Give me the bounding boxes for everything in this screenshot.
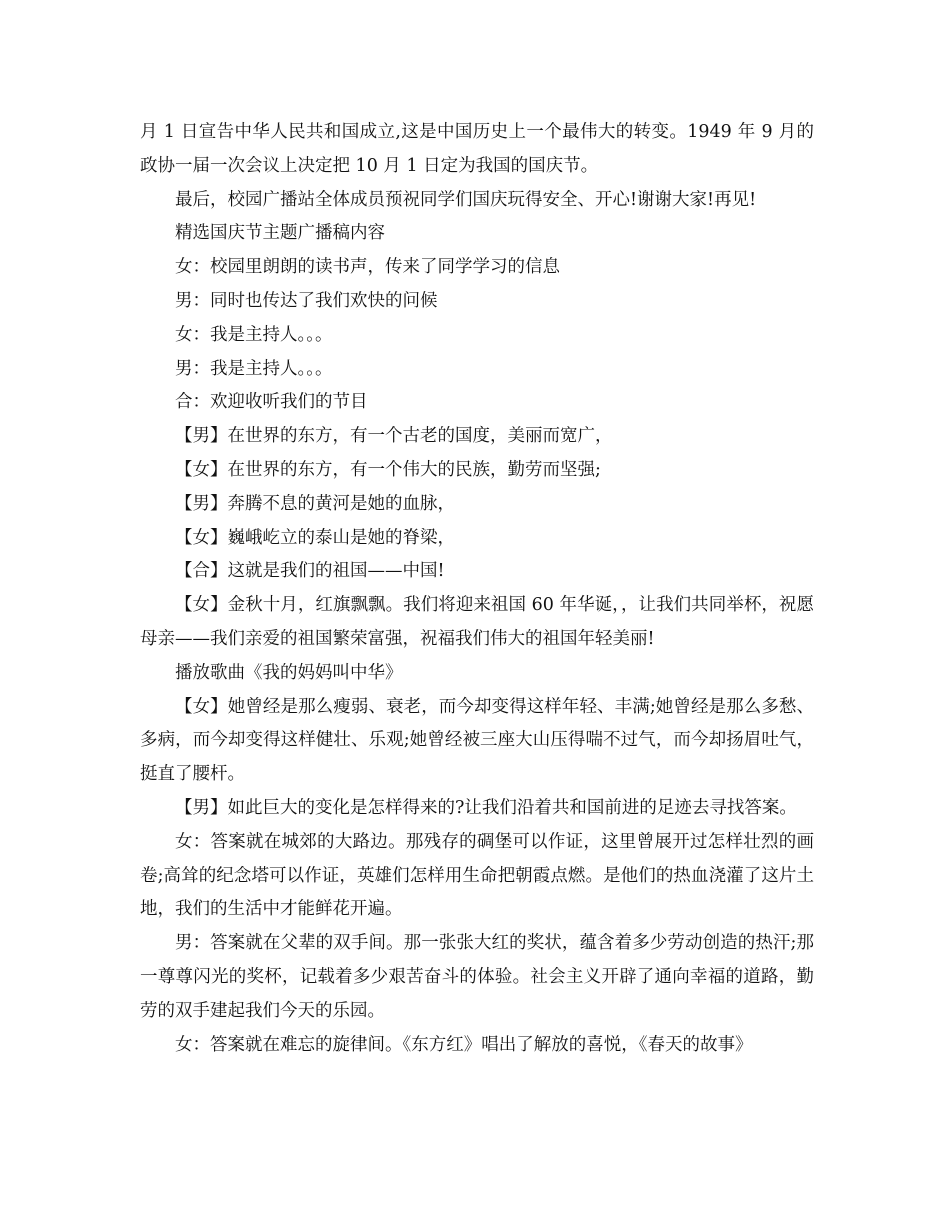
paragraph-19: 男：答案就在父辈的双手间。那一张张大红的奖状，蕴含着多少劳动创造的热汗;那一尊尊闪光的奖杯，记载着多少艰苦奋斗的体验。社会主义开辟了通向幸福的道路，勤劳的双手建起我们今天的乐园。	[140, 933, 814, 1021]
paragraph-16: 【女】她曾经是那么瘦弱、衰老，而今却变得这样年轻、丰满;她曾经是那么多愁、多病，而今却变得这样健壮、乐观;她曾经被三座大山压得喘不过气，而今却扬眉吐气，挺直了腰杆。	[140, 696, 814, 785]
paragraph-6: 女：我是主持人。。。	[175, 324, 333, 345]
paragraph-18: 女：答案就在城郊的大路边。那残存的碉堡可以作证，这里曾展开过怎样壮烈的画卷;高耸的纪念塔可以作证，英雄们怎样用生命把朝霞点燃。是他们的热血浇灌了这片土地，我们的生活中才能鲜花开遍。	[140, 831, 814, 920]
paragraph-17: 【男】如此巨大的变化是怎样得来的?让我们沿着共和国前进的足迹去寻找答案。	[175, 797, 797, 818]
paragraph-14: 【女】金秋十月，红旗飘飘。我们将迎来祖国 60 年华诞，，让我们共同举杯，祝愿母亲——我们亲爱的祖国繁荣富强，祝福我们伟大的祖国年轻美丽!	[140, 595, 814, 649]
paragraph-12: 【女】巍峨屹立的泰山是她的脊梁，	[175, 527, 455, 548]
paragraph-5: 男：同时也传达了我们欢快的问候	[175, 290, 438, 311]
paragraph-11: 【男】奔腾不息的黄河是她的血脉，	[175, 493, 455, 514]
paragraph-8: 合：欢迎收听我们的节目	[175, 392, 368, 413]
paragraph-4: 女：校园里朗朗的读书声，传来了同学学习的信息	[175, 257, 560, 278]
document-body	[140, 116, 814, 1062]
paragraph-9: 【男】在世界的东方，有一个古老的国度，美丽而宽广，	[175, 426, 613, 447]
paragraph-3: 精选国庆节主题广播稿内容	[175, 223, 385, 244]
paragraph-13: 【合】这就是我们的祖国——中国!	[175, 561, 445, 582]
paragraph-15: 播放歌曲《我的妈妈叫中华》	[175, 662, 403, 683]
paragraph-7: 男：我是主持人。。。	[175, 358, 333, 379]
paragraph-2: 最后，校园广播站全体成员预祝同学们国庆玩得安全、开心!谢谢大家!再见!	[175, 189, 757, 210]
paragraph-10: 【女】在世界的东方，有一个伟大的民族，勤劳而坚强;	[175, 459, 601, 480]
paragraph-1: 月 1 日宣告中华人民共和国成立,这是中国历史上一个最伟大的转变。1949 年 9 月的政协一届一次会议上决定把 10 月 1 日定为我国的国庆节。	[140, 122, 814, 176]
paragraph-20: 女：答案就在难忘的旋律间。《东方红》唱出了解放的喜悦，《春天的故事》	[175, 1034, 753, 1055]
